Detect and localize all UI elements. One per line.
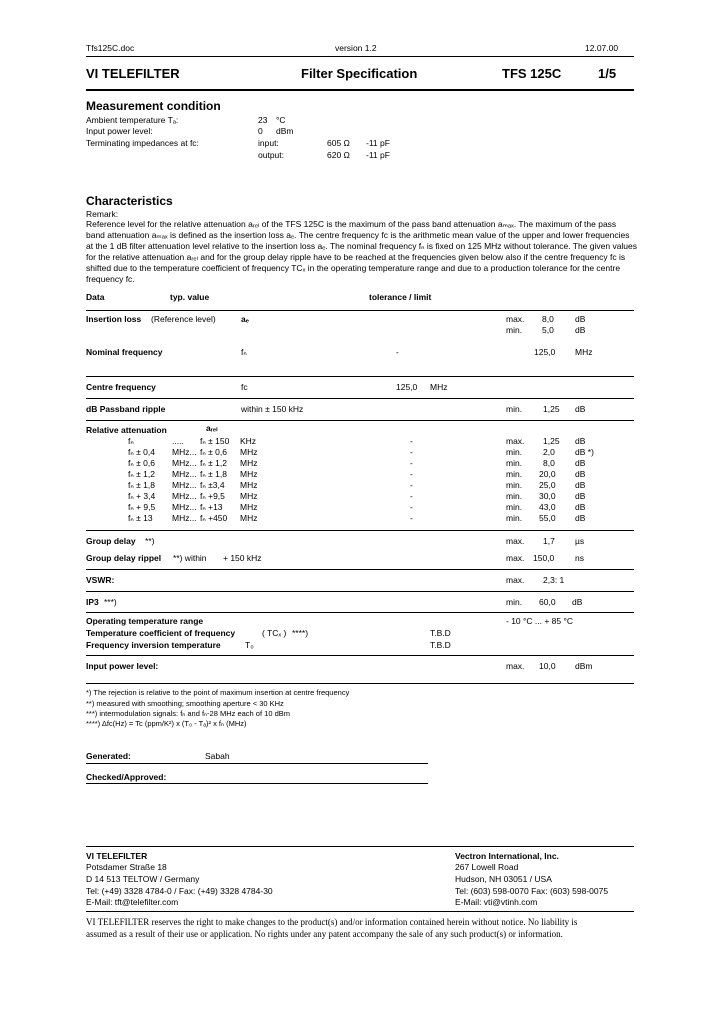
relatt-unit: MHz: [240, 513, 258, 523]
dash: -: [410, 447, 413, 457]
row-rule: [86, 310, 634, 311]
centre-symbol: fᴄ: [241, 382, 248, 392]
disclaimer: assumed as a result of their use or application. No rights under any patent accompany the sale of any such product(s) or information.: [86, 929, 563, 939]
relatt-to: fₙ ± 150: [200, 436, 230, 446]
row-rule: [86, 655, 634, 656]
generated-label: Generated:: [86, 751, 131, 761]
remark-label: Remark:: [86, 209, 119, 219]
relatt-sep: .....: [172, 436, 184, 446]
value: 1,25: [543, 404, 560, 414]
limit: max.: [506, 553, 525, 563]
relatt-from: fₙ ± 0,6: [128, 458, 155, 468]
centre-label: Centre frequency: [86, 382, 156, 392]
characteristics-heading: Characteristics: [86, 194, 173, 208]
gdripple-condition: + 150 kHz: [223, 553, 262, 563]
value: 8,0: [542, 314, 554, 324]
meas-label: Ambient temperature Tₐ:: [86, 115, 179, 125]
meas-label: Input power level:: [86, 126, 153, 136]
generated-name: Sabah: [205, 751, 230, 761]
limit: max.: [506, 436, 525, 446]
meas-unit: 620 Ω: [327, 150, 350, 160]
value: 2,0: [543, 447, 555, 457]
unit: MHz: [575, 347, 593, 357]
limit: min.: [506, 447, 523, 457]
note: ***): [104, 597, 117, 607]
relatt-from: fₙ + 3,4: [128, 491, 156, 501]
relatt-unit: MHz: [240, 502, 258, 512]
insertion-paren: (Reference level): [151, 314, 216, 324]
relatt-label: Relative attenuation: [86, 425, 167, 435]
relatt-unit: MHz: [240, 469, 258, 479]
meas-value: 23: [258, 115, 268, 125]
addr-left: D 14 513 TELTOW / Germany: [86, 874, 200, 884]
row-rule: [86, 420, 634, 421]
relatt-from: fₙ ± 13: [128, 513, 153, 523]
meas-unit: 605 Ω: [327, 138, 350, 148]
value: 10,0: [539, 661, 556, 671]
addr-left: VI TELEFILTER: [86, 851, 148, 861]
value: 8,0: [543, 458, 555, 468]
note: **) within: [173, 553, 207, 563]
remark-line: Reference level for the relative attenuation aᵣₑₗ of the TFS 125C is the maximum of the pass band attenuation aₘₐₓ. The maximum of the pass: [86, 219, 617, 229]
value: 5,0: [542, 325, 554, 335]
relatt-sep: MHz...: [172, 480, 197, 490]
company-title: VI TELEFILTER: [86, 66, 180, 81]
relatt-to: fₙ ±3,4: [200, 480, 225, 490]
value: 60,0: [539, 597, 556, 607]
unit: dB: [575, 513, 586, 523]
unit: dB: [575, 480, 586, 490]
unit: dB: [575, 469, 586, 479]
limit: max.: [506, 536, 525, 546]
limit: min.: [506, 469, 523, 479]
remark-line: band attenuation aₘₐₓ is defined as the insertion loss aₑ. The centre frequency fᴄ is the arithmetic mean value of the upper and lower frequencies: [86, 230, 630, 240]
relatt-from: fₙ ± 1,8: [128, 480, 155, 490]
measurement-heading: Measurement condition: [86, 99, 221, 113]
passband-label: dB Passband ripple: [86, 404, 166, 414]
remark-line: at the 1 dB filter attenuation level relative to the insertion loss aₑ. The nominal frequency fₙ is fixed on 125 MHz without tolerance. The given values: [86, 241, 638, 251]
unit: dB: [575, 458, 586, 468]
insertion-label: Insertion loss: [86, 314, 142, 324]
checked-label: Checked/Approved:: [86, 772, 167, 782]
freqinv-symbol: T₀: [245, 640, 254, 650]
unit: dB: [575, 314, 586, 324]
dash: -: [410, 436, 413, 446]
value: 25,0: [539, 480, 556, 490]
dash: -: [396, 347, 399, 357]
relatt-unit: MHz: [240, 491, 258, 501]
relatt-unit: MHz: [240, 447, 258, 457]
relatt-sep: MHz...: [172, 491, 197, 501]
unit: dB *): [575, 447, 594, 457]
limit: min.: [506, 325, 523, 335]
unit: dB: [575, 502, 586, 512]
freqinv-label: Frequency inversion temperature: [86, 640, 221, 650]
limit: min.: [506, 404, 523, 414]
meas-label: Terminating impedances at fᴄ:: [86, 138, 199, 148]
relatt-to: fₙ +450: [200, 513, 228, 523]
tempcoef-label: Temperature coefficient of frequency: [86, 628, 236, 638]
signature-line: [86, 783, 428, 784]
limit: min.: [506, 502, 523, 512]
gdripple-label: Group delay rippel: [86, 553, 162, 563]
value: 125,0: [396, 382, 418, 392]
disclaimer: VI TELEFILTER reserves the right to make changes to the product(s) and/or information contained herein without notice. No liability is: [86, 917, 578, 927]
meas-extra: -11 pF: [366, 150, 390, 160]
unit: MHz: [430, 382, 448, 392]
addr-right: Hudson, NH 03051 / USA: [455, 874, 552, 884]
limit: max.: [506, 314, 525, 324]
relatt-to: fₙ +13: [200, 502, 223, 512]
addr-right: 267 Lowell Road: [455, 862, 519, 872]
insertion-symbol: aₑ: [241, 314, 249, 324]
dash: -: [410, 513, 413, 523]
unit: ns: [575, 553, 584, 563]
value: 1,25: [543, 436, 560, 446]
relatt-sep: MHz...: [172, 513, 197, 523]
relatt-unit: MHz: [240, 480, 258, 490]
limit: min.: [506, 458, 523, 468]
limit: min.: [506, 513, 523, 523]
note: **): [145, 536, 155, 546]
relatt-from: fₙ ± 0,4: [128, 447, 155, 457]
row-rule: [86, 591, 634, 592]
date: 12.07.00: [585, 43, 619, 53]
row-rule: [86, 569, 634, 570]
value: 2,3: 1: [543, 575, 565, 585]
relatt-symbol: aᵣₑₗ: [206, 423, 218, 433]
unit: dBm: [575, 661, 593, 671]
value: 1,7: [543, 536, 555, 546]
dash: -: [410, 458, 413, 468]
addr-left: E-Mail: tft@telefilter.com: [86, 897, 179, 907]
addr-left: Tel: (+49) 3328 4784-0 / Fax: (+49) 3328 4784-30: [86, 886, 273, 896]
limit: min.: [506, 480, 523, 490]
row-rule: [86, 398, 634, 399]
value: 55,0: [539, 513, 556, 523]
limit: min.: [506, 491, 523, 501]
value: T.B.D: [430, 628, 451, 638]
signature-line: [86, 763, 428, 764]
footnote: *) The rejection is relative to the point of maximum insertion at centre frequency: [86, 688, 350, 697]
dash: -: [410, 480, 413, 490]
footer-rule: [86, 846, 634, 847]
row-rule: [86, 376, 634, 377]
value: 43,0: [539, 502, 556, 512]
value: T.B.D: [430, 640, 451, 650]
unit: dB: [572, 597, 583, 607]
relatt-sep: MHz...: [172, 458, 197, 468]
ip3-label: IP3: [86, 597, 99, 607]
relatt-unit: KHz: [240, 436, 257, 446]
part-number: TFS 125C: [502, 66, 562, 81]
value: 30,0: [539, 491, 556, 501]
footer-rule: [86, 911, 634, 912]
col-typ: typ. value: [170, 292, 210, 302]
col-tolerance: tolerance / limit: [369, 292, 432, 302]
dash: -: [410, 469, 413, 479]
unit: dB: [575, 436, 586, 446]
file-name: Tfs125C.doc: [86, 43, 135, 53]
nominal-label: Nominal frequency: [86, 347, 163, 357]
footnote: ***) intermodulation signals: fₙ and fₙ-28 MHz each of 10 dBm: [86, 709, 290, 718]
dash: -: [410, 502, 413, 512]
doc-title: Filter Specification: [301, 66, 418, 81]
meas-value: input:: [258, 138, 279, 148]
remark-line: shifted due to the temperature coefficient of frequency TCₓ in the operating temperature range and due to a production tolerance for the centre: [86, 263, 621, 273]
unit: µs: [575, 536, 585, 546]
meas-value: output:: [258, 150, 284, 160]
relatt-unit: MHz: [240, 458, 258, 468]
limit: max.: [506, 575, 525, 585]
unit: dB: [575, 325, 586, 335]
relatt-sep: MHz...: [172, 469, 197, 479]
relatt-sep: MHz...: [172, 447, 197, 457]
addr-right: Tel: (603) 598-0070 Fax: (603) 598-0075: [455, 886, 609, 896]
footnote: ****) Δfᴄ(Hz) = Tc (ppm/K²) x (T₀ - Tₐ)² x fₙ (MHz): [86, 719, 247, 728]
relatt-from: fₙ + 9,5: [128, 502, 156, 512]
relatt-sep: MHz...: [172, 502, 197, 512]
value: 150,0: [533, 553, 555, 563]
relatt-to: fₙ ± 1,8: [200, 469, 227, 479]
relatt-from: fₙ ± 1,2: [128, 469, 155, 479]
unit: dB: [575, 404, 586, 414]
value: - 10 °C ... + 85 °C: [506, 616, 574, 626]
meas-unit: dBm: [276, 126, 294, 136]
value: 20,0: [539, 469, 556, 479]
vswr-label: VSWR:: [86, 575, 115, 585]
remark-line: frequency fᴄ.: [86, 274, 135, 284]
groupdelay-label: Group delay: [86, 536, 136, 546]
title-rule: [86, 89, 634, 91]
nominal-symbol: fₙ: [241, 347, 247, 357]
footnote: **) measured with smoothing; smoothing aperture < 30 KHz: [86, 699, 284, 708]
header-rule: [86, 56, 634, 57]
relatt-to: fₙ ± 1,2: [200, 458, 227, 468]
limit: min.: [506, 597, 523, 607]
col-data: Data: [86, 292, 105, 302]
row-rule: [86, 612, 634, 613]
row-rule: [86, 530, 634, 531]
addr-right: Vectron International, Inc.: [455, 851, 559, 861]
addr-right: E-Mail: vti@vtinh.com: [455, 897, 538, 907]
meas-value: 0: [258, 126, 263, 136]
relatt-to: fₙ +9,5: [200, 491, 225, 501]
addr-left: Potsdamer Straße 18: [86, 862, 167, 872]
note: ****): [292, 628, 309, 638]
tempcoef-symbol: ( TCₓ ): [262, 628, 287, 638]
meas-unit: °C: [276, 115, 286, 125]
passband-condition: within ± 150 kHz: [241, 404, 304, 414]
meas-extra: -11 pF: [366, 138, 390, 148]
limit: max.: [506, 661, 525, 671]
dash: -: [410, 491, 413, 501]
optemp-label: Operating temperature range: [86, 616, 204, 626]
row-rule: [86, 683, 634, 684]
page-number: 1/5: [598, 66, 617, 81]
remark-line: for the relative attenuation aᵣₑₗ and for the group delay ripple have to be reached at the frequencies given below also if the centre frequency fᴄ is: [86, 252, 626, 262]
unit: dB: [575, 491, 586, 501]
value: 125,0: [534, 347, 556, 357]
relatt-from: fₙ: [128, 436, 134, 446]
relatt-to: fₙ ± 0,6: [200, 447, 227, 457]
version: version 1.2: [335, 43, 377, 53]
inputpower-label: Input power level:: [86, 661, 159, 671]
